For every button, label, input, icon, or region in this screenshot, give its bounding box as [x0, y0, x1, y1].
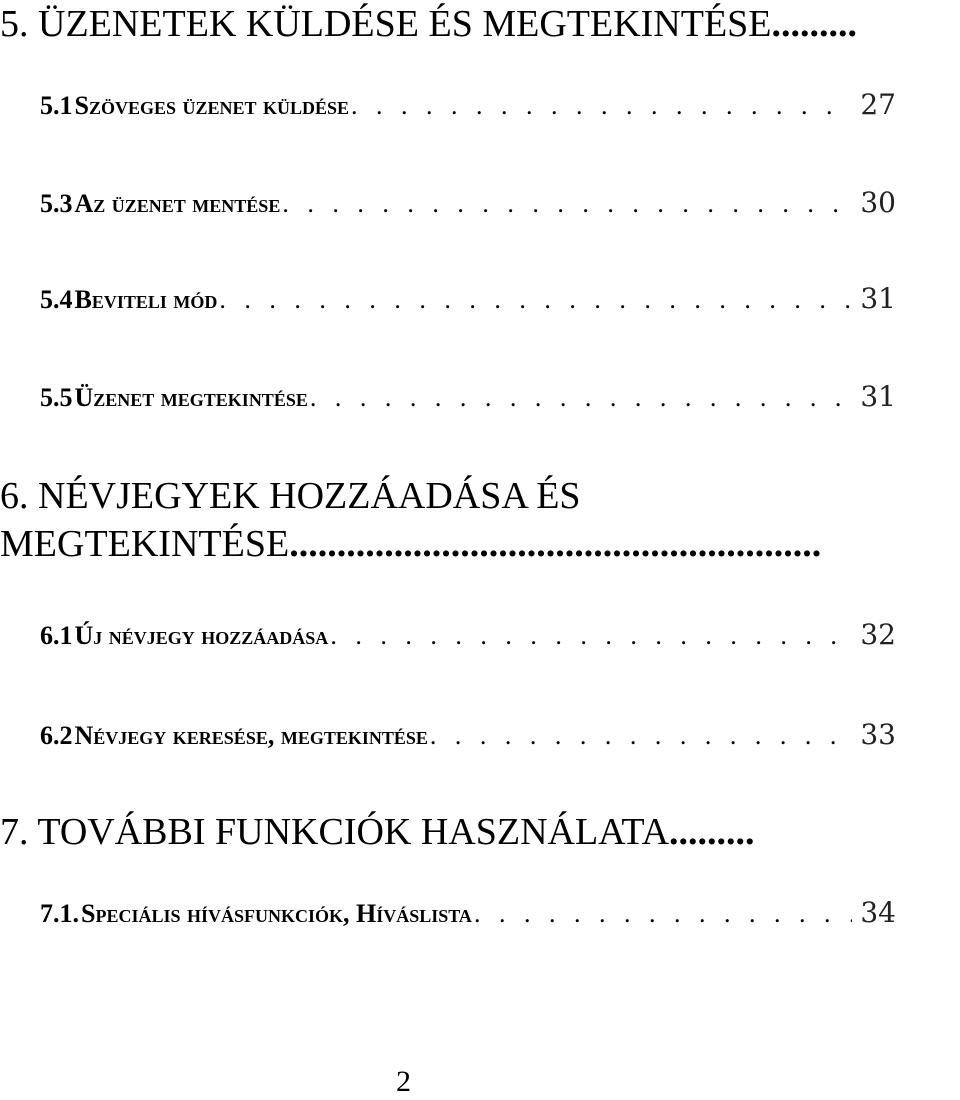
toc-entry-5-3[interactable] — [40, 186, 896, 226]
page-number: 2 — [396, 1065, 411, 1098]
entry-title: Beviteli mód — [74, 285, 218, 314]
entry-number: 6.2 — [40, 721, 73, 750]
entry-page-number: 32 — [860, 618, 896, 651]
toc-chapter-6[interactable] — [0, 474, 960, 566]
chapter-title: 6. NÉVJEGYEK HOZZÁADÁSA ÉS — [0, 475, 581, 517]
chapter-title: 7. TOVÁBBI FUNKCIÓK HASZNÁLATA — [0, 811, 670, 853]
entry-page-number: 31 — [860, 380, 896, 413]
entry-number: 5.1 — [40, 91, 73, 120]
toc-entry-5-5[interactable] — [40, 380, 896, 420]
entry-page-number: 30 — [860, 186, 896, 219]
entry-dot-leader — [472, 899, 852, 929]
entry-dot-leader — [328, 621, 852, 651]
entry-page-number: 27 — [860, 88, 896, 121]
entry-title: Névjegy keresése, megtekintése — [74, 721, 428, 750]
entry-title: Üzenet megtekintése — [74, 383, 308, 412]
toc-entry-5-4[interactable] — [40, 282, 896, 322]
toc-chapter-7[interactable] — [0, 810, 960, 854]
entry-page-number: 31 — [860, 282, 896, 315]
toc-entry-5-1[interactable] — [40, 88, 896, 128]
entry-dot-leader — [217, 285, 852, 315]
entry-number: 5.3 — [40, 189, 73, 218]
chapter-dot-leader: ......... — [771, 3, 858, 45]
entry-title: Új névjegy hozzáadása — [74, 621, 329, 650]
entry-number: 5.5 — [40, 383, 73, 412]
entry-dot-leader — [280, 189, 852, 219]
chapter-title-continued: MEGTEKINTÉSE — [0, 523, 290, 565]
entry-title: Szöveges üzenet küldése — [74, 91, 350, 120]
toc-chapter-5[interactable] — [0, 2, 960, 46]
entry-dot-leader — [349, 91, 852, 121]
toc-entry-6-2[interactable] — [40, 718, 896, 758]
entry-number: 7.1. — [40, 899, 79, 928]
chapter-dot-leader: ........................................................ — [289, 523, 822, 565]
entry-title: Az üzenet mentése — [74, 189, 281, 218]
toc-entry-6-1[interactable] — [40, 618, 896, 658]
entry-page-number: 33 — [860, 718, 896, 751]
entry-dot-leader — [308, 383, 853, 413]
entry-page-number: 34 — [860, 896, 896, 929]
entry-number: 6.1 — [40, 621, 73, 650]
toc-entry-7-1[interactable] — [40, 896, 896, 936]
entry-title: Speciális hívásfunkciók, Híváslista — [81, 899, 472, 928]
entry-number: 5.4 — [40, 285, 73, 314]
chapter-dot-leader: ......... — [669, 811, 755, 853]
entry-dot-leader — [428, 721, 852, 751]
chapter-title: 5. ÜZENETEK KÜLDÉSE ÉS MEGTEKINTÉSE — [0, 3, 772, 45]
